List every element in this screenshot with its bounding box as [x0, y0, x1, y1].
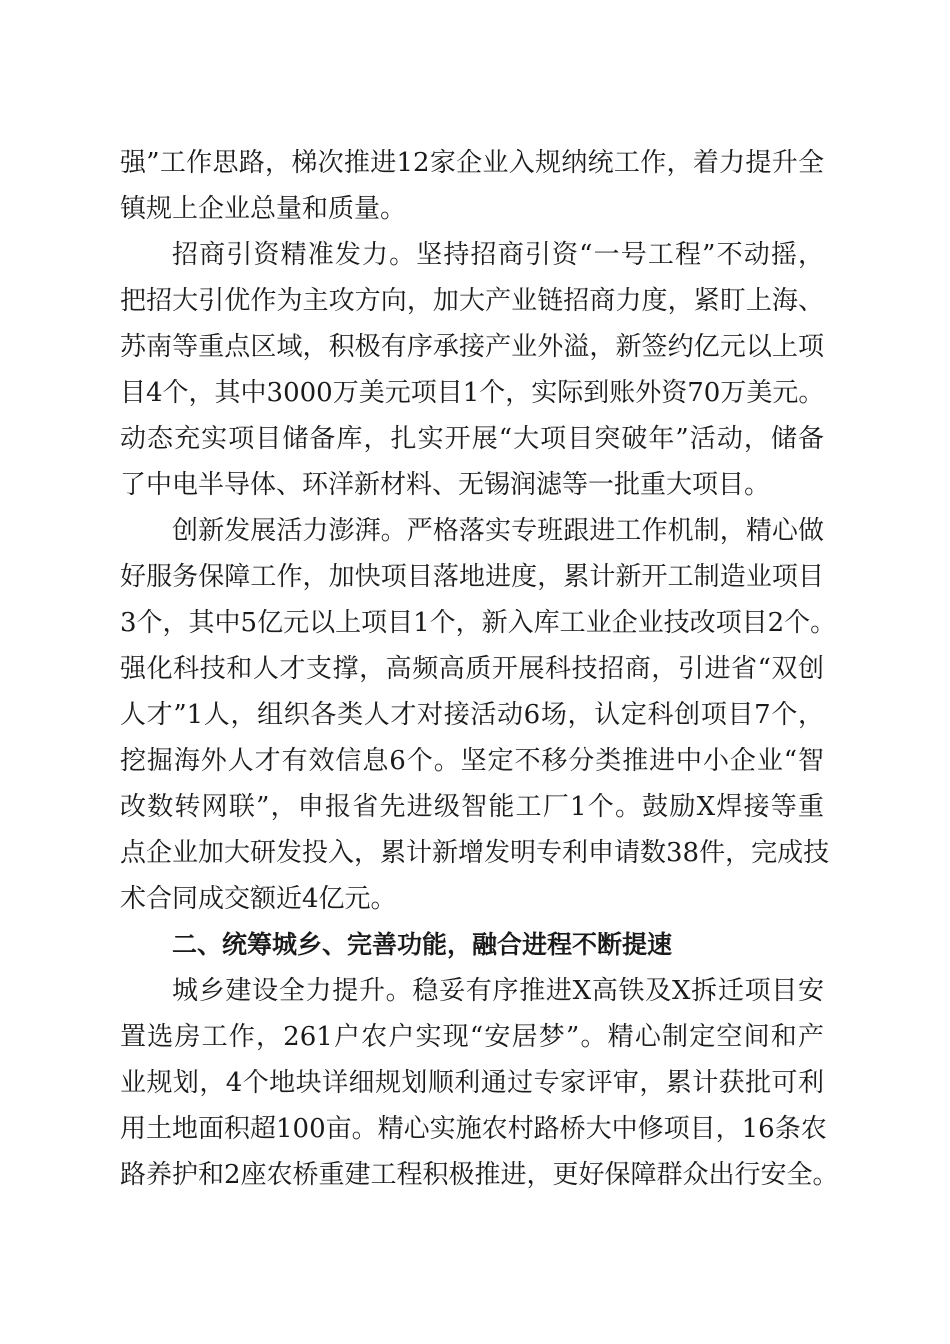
text-line: 动态充实项目储备库，扎实开展“大项目突破年”活动，储备	[120, 424, 824, 454]
section-heading: 二、统筹城乡、完善功能，融合进程不断提速	[172, 930, 673, 959]
text-line: 用土地面积超100亩。精心实施农村路桥大中修项目，16条农	[120, 1114, 827, 1144]
text-line: 强”工作思路，梯次推进12家企业入规纳统工作，着力提升全	[120, 148, 824, 178]
text-line: 挖掘海外人才有效信息6个。坚定不移分类推进中小企业“智	[120, 746, 824, 776]
text-line: 改数转网联”，申报省先进级智能工厂1个。鼓励X焊接等重	[120, 792, 824, 822]
text-line: 强化科技和人才支撑，高频高质开展科技招商，引进省“双创	[120, 654, 824, 684]
text-line: 路养护和2座农桥重建工程积极推进，更好保障群众出行安全。	[120, 1160, 839, 1190]
text-line: 镇规上企业总量和质量。	[120, 194, 407, 224]
text-line: 好服务保障工作，加快项目落地进度，累计新开工制造业项目	[120, 562, 824, 592]
paragraph-first-line: 招商引资精准发力。坚持招商引资“一号工程”不动摇，	[172, 240, 824, 270]
text-line: 人才”1人，组织各类人才对接活动6场，认定科创项目7个，	[120, 700, 824, 730]
text-line: 置选房工作，261户农户实现“安居梦”。精心制定空间和产	[120, 1022, 824, 1052]
paragraph-first-line: 创新发展活力澎湃。严格落实专班跟进工作机制，精心做	[172, 516, 824, 546]
text-line: 点企业加大研发投入，累计新增发明专利申请数38件，完成技	[120, 838, 830, 868]
text-line: 目4个，其中3000万美元项目1个，实际到账外资70万美元。	[120, 378, 825, 408]
text-line: 苏南等重点区域，积极有序承接产业外溢，新签约亿元以上项	[120, 332, 824, 362]
text-line: 了中电半导体、环洋新材料、无锡润滤等一批重大项目。	[120, 470, 771, 500]
text-line: 把招大引优作为主攻方向，加大产业链招商力度，紧盯上海、	[120, 286, 824, 316]
paragraph-first-line: 城乡建设全力提升。稳妥有序推进X高铁及X拆迁项目安	[172, 976, 824, 1006]
text-line: 3个，其中5亿元以上项目1个，新入库工业企业技改项目2个。	[120, 608, 837, 638]
text-line: 术合同成交额近4亿元。	[120, 884, 397, 914]
text-line: 业规划，4个地块详细规划顺利通过专家评审，累计获批可利	[120, 1068, 824, 1098]
